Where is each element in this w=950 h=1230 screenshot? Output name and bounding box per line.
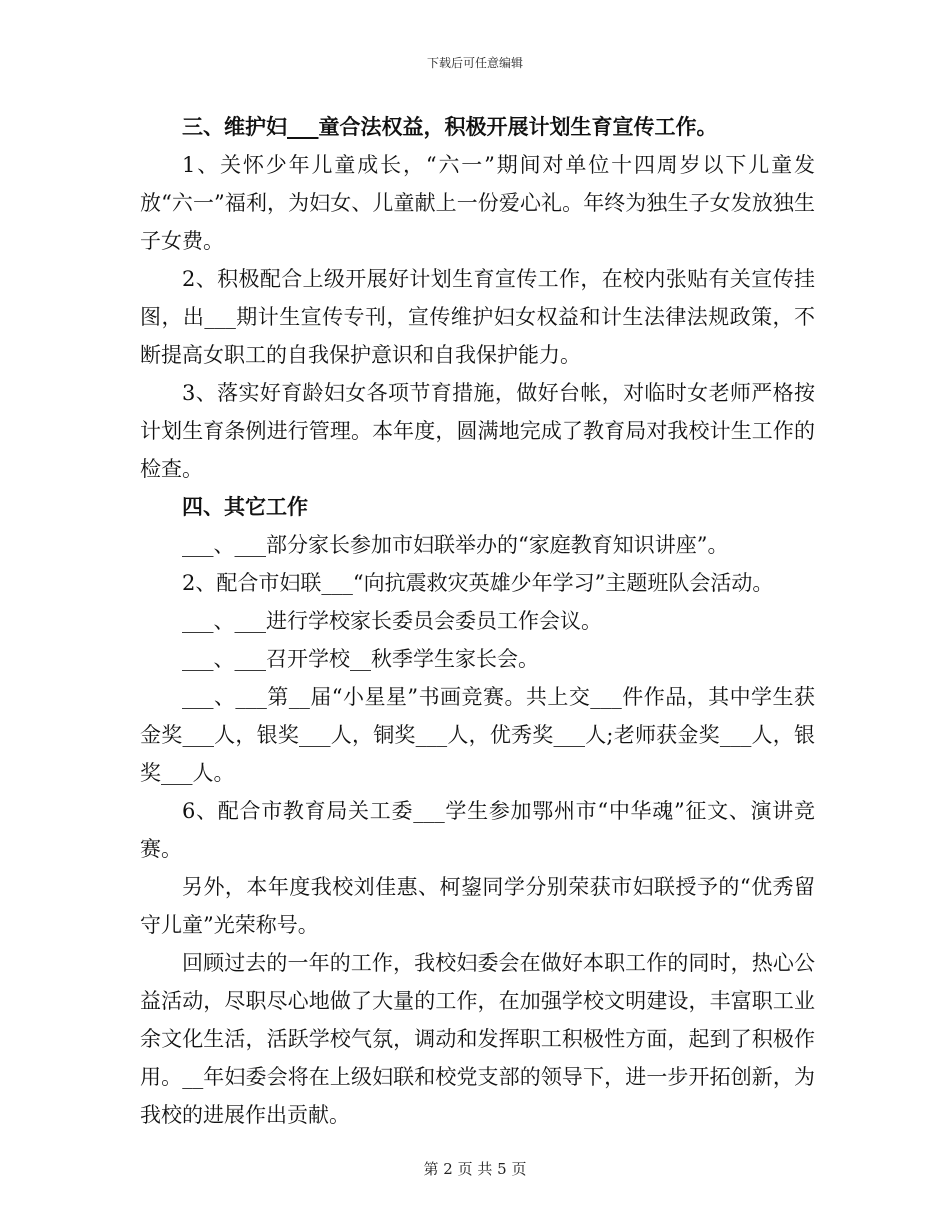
page-footer: 第 2 页 共 5 页 bbox=[423, 1160, 527, 1178]
section-4-summary: 回顾过去的一年的工作，我校妇委会在做好本职工作的同时，热心公益活动，尽职尽心地做了大量的工作，在加强学校文明建设，丰富职工业余文化生活，活跃学校气氛，调动和发挥职工积极性方面，起到了积极作用。__年妇委会将在上级妇联和校党支部的领导下，进一步开拓创新，为我校的进展作出贡献。 bbox=[140, 951, 815, 1127]
section-3-paragraph-2: 2、积极配合上级开展好计划生育宣传工作，在校内张贴有关宣传挂图，出___期计生宣传专刊，宣传维护妇女权益和计生法律法规政策，不断提高女职工的自我保护意识和自我保护能力。 bbox=[140, 267, 815, 367]
section-4-item-3: ___、___进行学校家长委员会委员工作会议。 bbox=[182, 609, 602, 633]
section-4-item-6: 6、配合市教育局关工委___学生参加鄂州市“中华魂”征文、演讲竞赛。 bbox=[140, 799, 815, 861]
page-header: 下载后可任意编辑 bbox=[426, 56, 523, 70]
section-4-note: 另外，本年度我校刘佳惠、柯鋆同学分别荣获市妇联授予的“优秀留守儿童”光荣称号。 bbox=[140, 875, 815, 937]
section-4-heading: 四、其它工作 bbox=[182, 495, 308, 519]
document-body bbox=[140, 108, 815, 1134]
section-4-item-4: ___、___召开学校__秋季学生家长会。 bbox=[182, 647, 539, 671]
section-3-heading: 三、维护妇___童合法权益，积极开展计划生育宣传工作。 bbox=[182, 115, 718, 139]
section-4-item-1: ___、___部分家长参加市妇联举办的“家庭教育知识讲座”。 bbox=[182, 533, 729, 557]
section-3-paragraph-3: 3、落实好育龄妇女各项节育措施，做好台帐，对临时女老师严格按计划生育条例进行管理。本年度，圆满地完成了教育局对我校计生工作的检查。 bbox=[140, 381, 815, 481]
section-3-paragraph-1: 1、关怀少年儿童成长，“六一”期间对单位十四周岁以下儿童发放“六一”福利，为妇女、儿童献上一份爱心礼。年终为独生子女发放独生子女费。 bbox=[140, 153, 815, 253]
section-4-item-2: 2、配合市妇联___“向抗震救灾英雄少年学习”主题班队会活动。 bbox=[182, 571, 774, 595]
section-4-item-5: ___、___第__届“小星星”书画竞赛。共上交___件作品，其中学生获金奖___人，银奖___人，铜奖___人，优秀奖___人;老师获金奖___人，银奖___人。 bbox=[140, 685, 815, 785]
